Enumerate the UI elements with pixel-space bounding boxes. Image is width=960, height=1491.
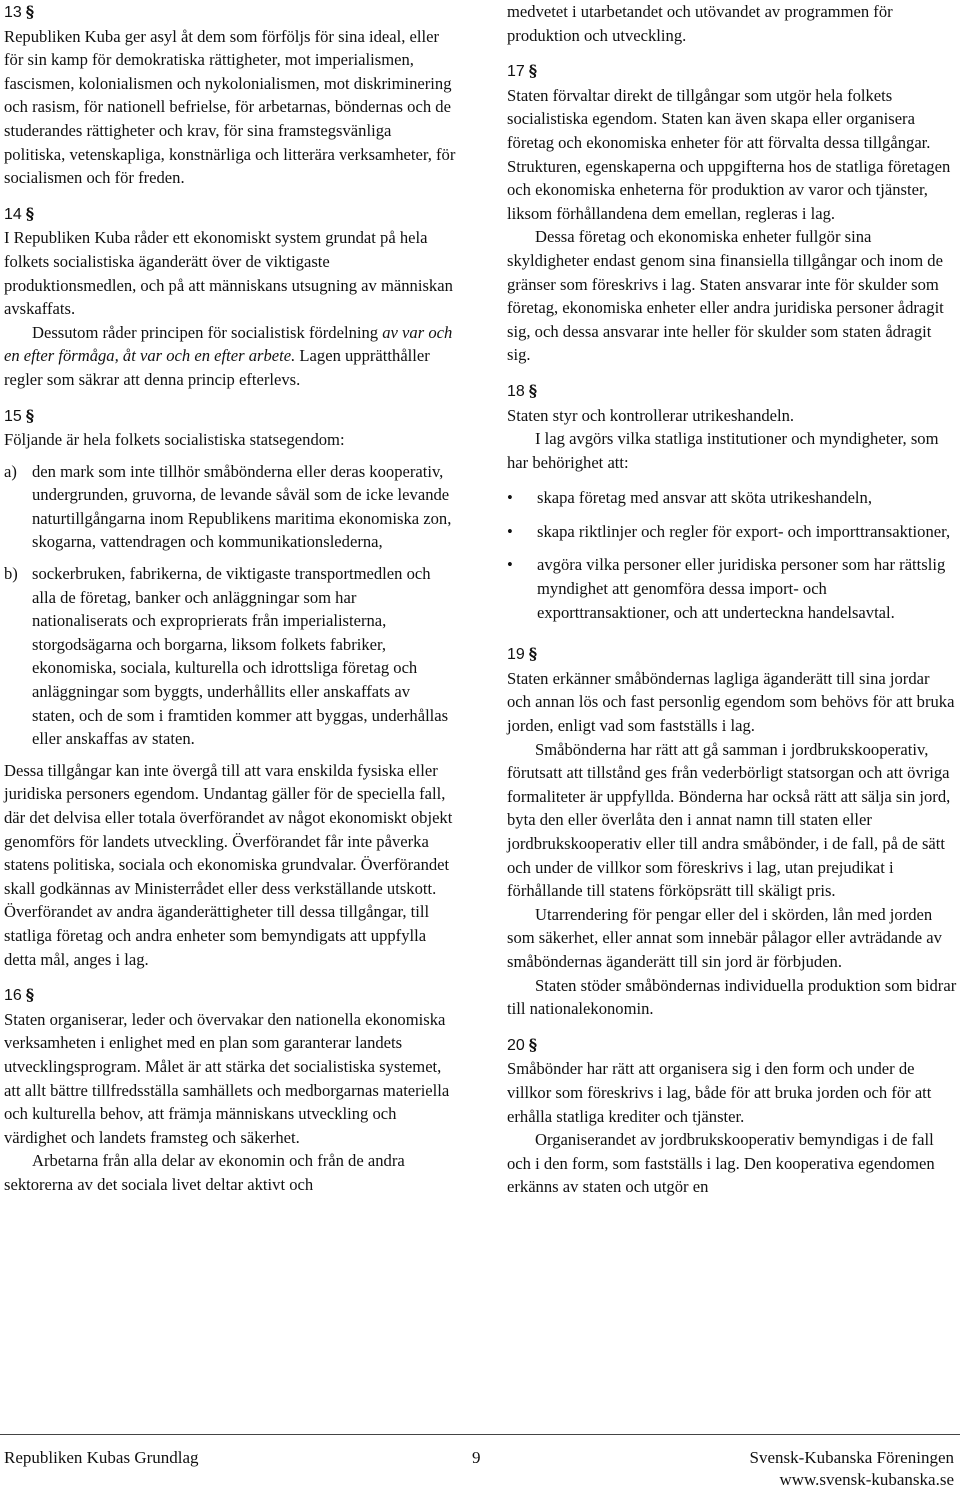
italic-principle: av var och en efter förmåga, åt var och en efter arbete. [4,322,453,366]
list-item: • avgöra vilka personer eller juridiska personer som har rättslig myndighet att genomföra dessa import- och exporttransaktioner, och att underteckna handelsavtal. [507,555,946,622]
section-sign: § [25,405,35,425]
list-item: • skapa riktlinjer och regler för export- och importtransaktioner, [507,520,957,544]
section-heading-20: 20 § [507,1034,538,1054]
paragraph: Småbönder har rätt att organisera sig i den form och under de villkor som föreskrivs i lag, både för att bruka jorden och för att erhålla statliga krediter och tjänster. [507,1059,932,1126]
paragraph: Dessa tillgångar kan inte övergå till att vara enskilda fysiska eller juridiska personers egendom. Undantag gäller för de speciella fall, där det delvisa eller totala överförandet av något ekonomiskt objekt genomförs för landets utveckling. Överförandet får inte påverka statens politiska, sociala och ekonomiska grundvalar. Överförandet skall godkännas av Ministerrådet eller dess verkställande utskott. [4,760,453,898]
bullet: • [507,521,513,541]
footer-title: Republiken Kubas Grundlag [4,1448,199,1467]
list-item: • skapa företag med ansvar att sköta utrikeshandeln, [507,486,957,510]
paragraph: Småbönderna har rätt att gå samman i jordbrukskooperativ, förutsatt att tillstånd ges från vederbörligt statsorgan och att övriga formaliteter är uppfyllda. Bönderna har också rätt att sälja sin jord, byta den eller överlåta den i annat namn till staten eller jordbrukskooperativ eller till andra småbönder, i de fall, på de sätt och under de villkor som föreskrivs i lag, utan prejudikat i förhållande till statens förköpsrätt till skäligt pris. [507,739,951,901]
section-sign: § [25,2,35,21]
right-column [507,0,957,1199]
org-name: Svensk-Kubanska Föreningen [749,1448,954,1467]
section-heading-13: 13 § [4,2,35,21]
paragraph: I Republiken Kuba råder ett ekonomiskt system grundat på hela folkets socialistiska äganderätt över de viktigaste produktionsmedlen, och på att människans utsugning av människan avskaffats. [4,228,453,319]
list-item: a) den mark som inte tillhör småbönderna eller deras kooperativ, undergrunden, gruvorna, de levande såväl som de icke levande naturtillgångarna inom Republikens maritima ekonomiska zon, skogarna, vattendragen och kommunikationslederna, [4,461,452,552]
paragraph: Organiserandet av jordbrukskooperativ bemyndigas i de fall och i den form, som fastställs i lag. Den kooperativa egendomen erkänns av staten och utgör en [507,1130,935,1197]
footer-divider [0,1434,960,1435]
org-url[interactable]: www.svensk-kubanska.se [779,1470,954,1489]
section-heading-19: 19 § [507,644,538,664]
authority-list [507,486,957,624]
section-heading-15: 15 § [4,405,35,425]
bullet: • [507,555,513,575]
paragraph: Dessa företag och ekonomiska enheter fullgör sina skyldigheter endast genom sina finansiella tillgångar och inom de gränser som föreskrivs i lag. Staten ansvarar inte för skulder som företag, ekonomiska enheter eller andra juridiska personer ådragit sig, och dessa ansvarar inte heller för skulder som staten ådragit sig. [507,227,944,365]
section-sign: § [528,1034,538,1054]
section-sign: § [528,644,538,664]
page-number: 9 [472,1448,481,1467]
section-sign: § [25,203,35,223]
paragraph: Staten organiserar, leder och övervakar den nationella ekonomiska verksamheten i enlighet med en plan som garanterar landets utvecklingsprogram. Målet är att stärka det socialistiska systemet, att allt bättre tillfredsställa samhällets och medborgarnas materiella och kulturella behov, att främja människans utveckling och värdighet och landets framsteg och säkerhet. [4,1009,450,1147]
left-column [4,0,456,1197]
footer-org [750,1447,954,1491]
paragraph: Dessutom råder principen för socialistisk fördelning av var och en efter förmåga, åt var och en efter arbete. Lagen upprätthåller regler som säkrar att denna princip efterlevs. [4,322,453,389]
section-heading-17: 17 § [507,61,538,81]
paragraph: Överförandet av andra äganderättigheter till dessa tillgångar, till statliga företag och andra enheter som bemyndigats att uppfylla detta mål, anges i lag. [4,902,430,969]
section-sign: § [528,61,538,81]
paragraph: Staten erkänner småböndernas lagliga äganderätt till sina jordar och annan lös och fast personlig egendom som behövs för att bruka jorden, enligt vad som fastställs i lag. [507,668,955,736]
section-sign: § [25,985,35,1005]
paragraph: Staten förvaltar direkt de tillgångar som utgör hela folkets socialistiska egendom. Staten kan även skapa eller organisera företag och ekonomiska enheter för att förvalta dessa tillgångar. Strukturen, egenskaperna och uppgifterna hos de statliga företagen och ekonomiska enheterna för produktion av varor och tjänster, liksom förhållandena dem emellan, regleras i lag. [507,85,951,223]
section-heading-14: 14 § [4,203,35,223]
paragraph: Republiken Kuba ger asyl åt dem som förföljs för sina ideal, eller för sin kamp för demokratiska rättigheter, mot imperialismen, fascismen, kolonialismen och nykolonialismen, mot diskriminering och rasism, för nationell befrielse, för arbetarnas, böndernas och de studerandes rättigheter och krav, för sina framstegsvänliga politiska, vetenskapliga, konstnärliga och litterära verksamheter, för socialismen och för freden. [4,26,456,188]
property-list [4,460,456,751]
section-heading-18: 18 § [507,380,538,400]
paragraph: medvetet i utarbetandet och utövandet av programmen för produktion och utveckling. [507,2,893,45]
paragraph: Staten stöder småböndernas individuella produktion som bidrar till nationalekonomin. [507,975,957,1019]
section-heading-16: 16 § [4,985,35,1005]
paragraph: Följande är hela folkets socialistiska statsegendom: [4,430,345,450]
section-sign: § [528,380,538,400]
paragraph: Arbetarna från alla delar av ekonomin och från de andra sektorerna av det sociala livet deltar aktivt och [4,1151,405,1194]
bullet: • [507,488,513,508]
paragraph: I lag avgörs vilka statliga institutioner och myndigheter, som har behörighet att: [507,429,939,472]
paragraph: Utarrendering för pengar eller del i skörden, lån med jorden som säkerhet, eller annat som innebär pålagor eller avträdande av småböndernas äganderätt till sin jord är förbjuden. [507,904,942,971]
paragraph: Staten styr och kontrollerar utrikeshandeln. [507,405,795,425]
list-item: b) sockerbruken, fabrikerna, de viktigaste transportmedlen och alla de företag, banker och anläggningar som har nationaliserats och exproprierats från imperialisterna, storgodsägarna och borgarna, liksom folkets fabriker, ekonomiska, sociala, kulturella och idrottsliga företag och anläggningar som byggts, underhållits eller anskaffats av staten, och de som i framtiden kommer att byggas, underhållas eller anskaffas av staten. [4,564,449,749]
